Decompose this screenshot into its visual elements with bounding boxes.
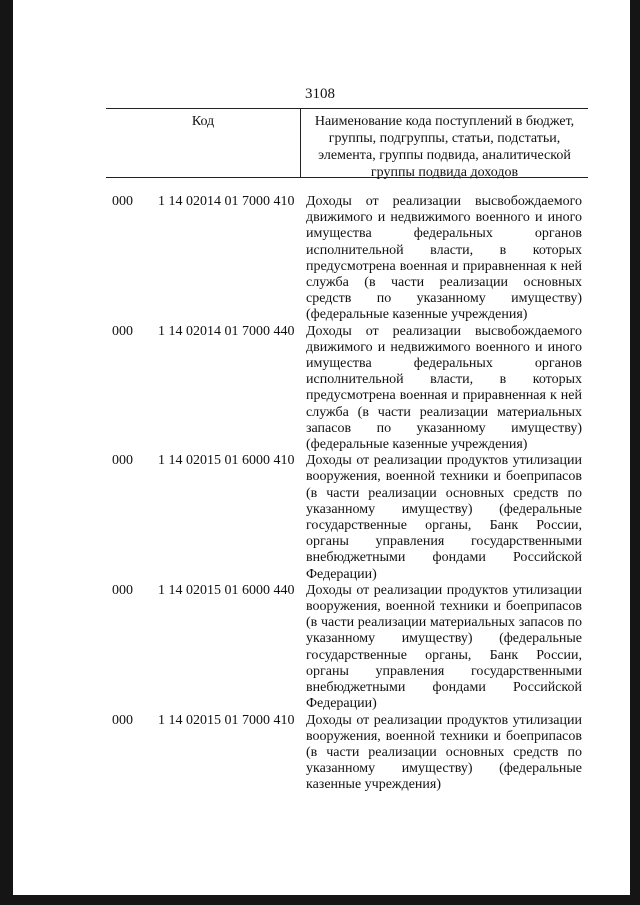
table-row: [112, 453, 582, 583]
code-description: Доходы от реализации продуктов утилизации вооружения, военной техники и боеприпасов (в части реализации материальных запасов по указанному имуществу) (федеральные государственные органы, Банк России, органы управления государственными внебюджетными фондами Российской Федерации): [306, 582, 582, 712]
header-code-label: Код: [106, 109, 301, 177]
code-description: Доходы от реализации высвобождаемого движимого и недвижимого военного и иного имущества федеральных органов исполнительной власти, в которых предусмотрена военная и приравненная к ней служба (в части реализации материальных запасов по указанному имуществу) (федеральные казенные учреждения): [306, 323, 582, 453]
table-row: [112, 583, 582, 713]
budget-code: 1 14 02014 01 7000 410: [158, 194, 295, 209]
table-row: [112, 324, 582, 454]
budget-code: 1 14 02015 01 7000 410: [158, 712, 295, 728]
table-body: [112, 194, 582, 794]
scan-border-right: [630, 0, 640, 905]
table-row: [112, 194, 582, 324]
budget-code: 1 14 02015 01 6000 410: [158, 453, 295, 469]
budget-code: 1 14 02015 01 6000 440: [158, 582, 295, 598]
code-description: Доходы от реализации высвобождаемого движимого и недвижимого военного и иного имущества федеральных органов исполнительной власти, в которых предусмотрена военная и приравненная к ней служба (в части реализации основных средств по указанному имуществу) (федеральные казенные учреждения): [306, 194, 582, 323]
admin-code: 000: [112, 194, 133, 209]
table-row: [112, 713, 582, 794]
scan-border-bottom: [0, 895, 640, 905]
budget-code: 1 14 02014 01 7000 440: [158, 323, 295, 339]
admin-code: 000: [112, 453, 133, 469]
code-description: Доходы от реализации продуктов утилизации вооружения, военной техники и боеприпасов (в части реализации основных средств по указанному имуществу) (федеральные государственные органы, Банк России, органы управления государственными внебюджетными фондами Российской Федерации): [306, 453, 582, 582]
code-description: Доходы от реализации продуктов утилизации вооружения, военной техники и боеприпасов (в части реализации основных средств по указанному имуществу) (федеральные казенные учреждения): [306, 712, 582, 793]
table-header: [106, 108, 588, 178]
scan-border-left: [0, 0, 13, 905]
admin-code: 000: [112, 582, 133, 598]
header-name-label: Наименование кода поступлений в бюджет, группы, подгруппы, статьи, подстатьи, элемента, группы подвида, аналитической группы подвида доходов: [314, 114, 575, 180]
admin-code: 000: [112, 323, 133, 339]
page-number: 3108: [305, 86, 335, 102]
admin-code: 000: [112, 712, 133, 728]
